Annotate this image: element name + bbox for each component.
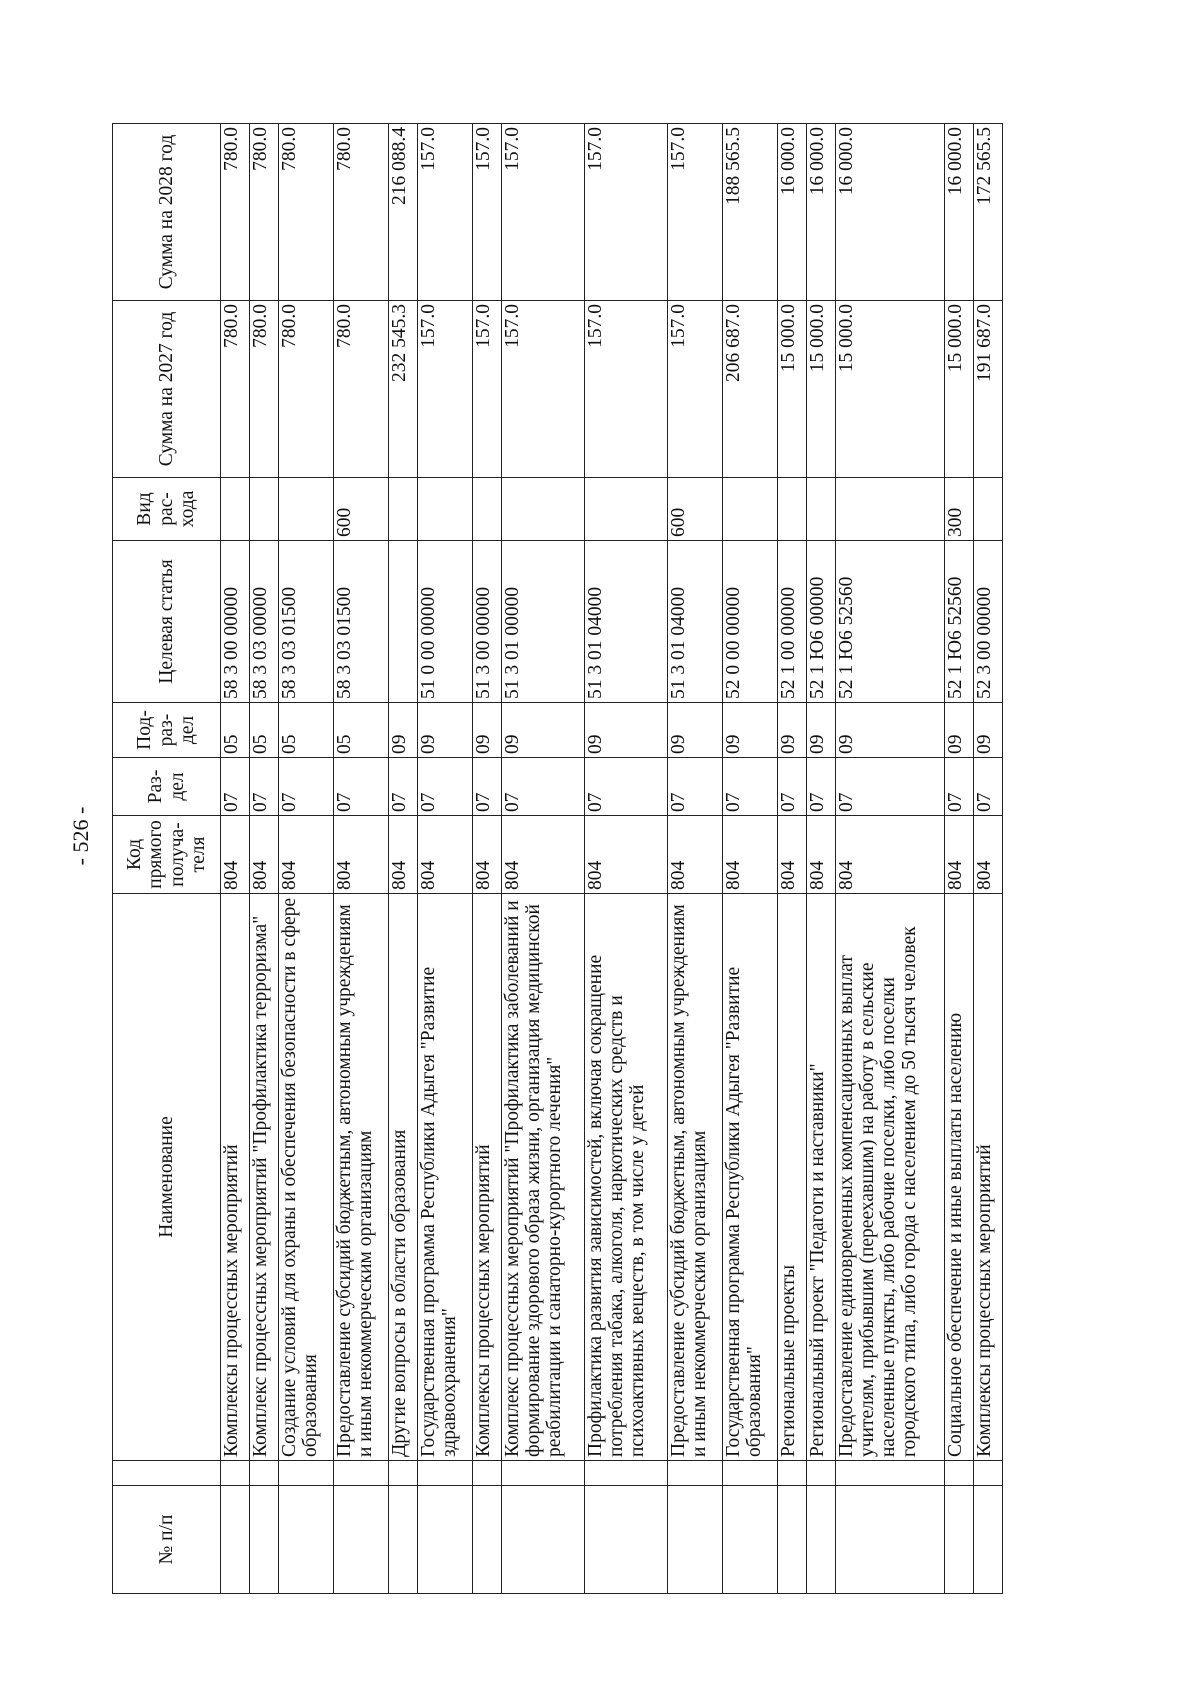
sum-2028-cell: 780.0 [221,124,250,301]
target-cell: 52 1 Ю6 52560 [836,541,945,703]
exp-type-cell [778,478,807,541]
recipient-cell: 804 [585,816,668,894]
section-cell: 07 [974,758,1003,816]
target-cell: 51 3 01 00000 [502,541,585,703]
recipient-cell: 804 [279,816,334,894]
table-body [221,124,1003,1594]
section-cell: 07 [221,758,250,816]
section-cell: 07 [418,758,473,816]
gap-cell [974,1461,1003,1486]
sum-2027-cell: 15 000.0 [807,301,836,478]
sum-2027-cell: 157.0 [585,301,668,478]
section-cell: 07 [945,758,974,816]
sum-2028-cell: 157.0 [473,124,502,301]
sum-2027-cell: 780.0 [250,301,279,478]
section-cell: 07 [585,758,668,816]
num-cell [668,1486,723,1594]
num-cell [250,1486,279,1594]
subsection-cell: 09 [778,703,807,758]
name-cell: Комплекс процессных мероприятий "Профилактика терроризма" [250,894,279,1461]
subsection-cell: 09 [945,703,974,758]
sum-2028-cell: 157.0 [502,124,585,301]
sum-2028-cell: 16 000.0 [945,124,974,301]
gap-cell [778,1461,807,1486]
section-cell: 07 [279,758,334,816]
exp-type-cell: 600 [668,478,723,541]
target-cell: 52 3 00 00000 [974,541,1003,703]
gap-cell [945,1461,974,1486]
recipient-cell: 804 [945,816,974,894]
sum-2028-cell: 157.0 [585,124,668,301]
sum-2027-cell: 780.0 [221,301,250,478]
name-cell: Предоставление единовременных компенсационных выплат учителям, прибывшим (переехавшим) на работу в сельские населенные пункты, либо рабочие поселки, либо поселки городского типа, либо города с населением до 50 тысяч человек [836,894,945,1461]
sum-2027-cell: 191 687.0 [974,301,1003,478]
exp-type-cell: 300 [945,478,974,541]
name-cell: Профилактика развития зависимостей, включая сокращение потребления табака, алкоголя, наркотических средств и психоактивных веществ, в том числе у детей [585,894,668,1461]
gap-cell [502,1461,585,1486]
recipient-cell: 804 [250,816,279,894]
gap-cell [389,1461,418,1486]
name-cell: Предоставление субсидий бюджетным, автономным учреждениям и иным некоммерческим организациям [334,894,389,1461]
section-cell: 07 [668,758,723,816]
target-cell: 52 0 00 00000 [723,541,778,703]
exp-type-cell [807,478,836,541]
recipient-cell: 804 [778,816,807,894]
target-cell: 58 3 03 01500 [279,541,334,703]
recipient-cell: 804 [221,816,250,894]
sum-2027-cell: 206 687.0 [723,301,778,478]
section-cell: 07 [334,758,389,816]
gap-cell [473,1461,502,1486]
table-header-row [113,124,221,1594]
header-recipient: Код прямого получа-теля [113,816,221,894]
num-cell [585,1486,668,1594]
target-cell: 52 1 00 00000 [778,541,807,703]
num-cell [279,1486,334,1594]
target-cell: 51 3 01 04000 [585,541,668,703]
target-cell: 52 1 Ю6 52560 [945,541,974,703]
num-cell [473,1486,502,1594]
budget-table [112,123,1003,1594]
page-number: - 526 - [68,806,93,866]
gap-cell [250,1461,279,1486]
header-name: Наименование [113,894,221,1461]
subsection-cell: 09 [723,703,778,758]
sum-2027-cell: 15 000.0 [836,301,945,478]
table-row [723,124,778,1594]
table-row [334,124,389,1594]
subsection-cell: 05 [221,703,250,758]
exp-type-cell [836,478,945,541]
sum-2027-cell: 157.0 [502,301,585,478]
target-cell: 52 1 Ю6 00000 [807,541,836,703]
sum-2027-cell: 232 545.3 [389,301,418,478]
target-cell [389,541,418,703]
table-row [807,124,836,1594]
table-row [668,124,723,1594]
sum-2028-cell: 16 000.0 [807,124,836,301]
recipient-cell: 804 [723,816,778,894]
exp-type-cell [723,478,778,541]
table-row [974,124,1003,1594]
sum-2028-cell: 188 565.5 [723,124,778,301]
num-cell [418,1486,473,1594]
sum-2027-cell: 780.0 [279,301,334,478]
subsection-cell: 09 [389,703,418,758]
section-cell: 07 [723,758,778,816]
gap-cell [221,1461,250,1486]
table-row [778,124,807,1594]
header-target: Целевая статья [113,541,221,703]
name-cell: Комплексы процессных мероприятий [221,894,250,1461]
sum-2028-cell: 780.0 [250,124,279,301]
name-cell: Предоставление субсидий бюджетным, автономным учреждениям и иным некоммерческим организациям [668,894,723,1461]
sum-2028-cell: 157.0 [418,124,473,301]
num-cell [836,1486,945,1594]
subsection-cell: 05 [250,703,279,758]
exp-type-cell [418,478,473,541]
num-cell [723,1486,778,1594]
sum-2027-cell: 157.0 [473,301,502,478]
table-row [279,124,334,1594]
name-cell: Комплекс процессных мероприятий "Профилактика заболеваний и формирование здорового образа жизни, организация медицинской реабилитации и санаторно-курортного лечения" [502,894,585,1461]
exp-type-cell [250,478,279,541]
subsection-cell: 09 [836,703,945,758]
section-cell: 07 [473,758,502,816]
sum-2028-cell: 172 565.5 [974,124,1003,301]
name-cell: Комплексы процессных мероприятий [974,894,1003,1461]
name-cell: Комплексы процессных мероприятий [473,894,502,1461]
sum-2027-cell: 780.0 [334,301,389,478]
sum-2028-cell: 216 088.4 [389,124,418,301]
table-row [945,124,974,1594]
num-cell [389,1486,418,1594]
header-section: Раз-дел [113,758,221,816]
num-cell [334,1486,389,1594]
gap-cell [807,1461,836,1486]
exp-type-cell [389,478,418,541]
header-subsection: Под-раз-дел [113,703,221,758]
subsection-cell: 09 [418,703,473,758]
subsection-cell: 09 [473,703,502,758]
target-cell: 58 3 03 00000 [250,541,279,703]
gap-cell [836,1461,945,1486]
header-num: № п/п [113,1486,221,1594]
header-sum-2028: Сумма на 2028 год [113,124,221,301]
num-cell [778,1486,807,1594]
name-cell: Создание условий для охраны и обеспечения безопасности в сфере образования [279,894,334,1461]
recipient-cell: 804 [668,816,723,894]
exp-type-cell [473,478,502,541]
name-cell: Региональный проект "Педагоги и наставники" [807,894,836,1461]
sum-2027-cell: 157.0 [668,301,723,478]
target-cell: 51 0 00 00000 [418,541,473,703]
table-row [250,124,279,1594]
sum-2028-cell: 16 000.0 [778,124,807,301]
header-gap [113,1461,221,1486]
section-cell: 07 [807,758,836,816]
sum-2028-cell: 780.0 [334,124,389,301]
subsection-cell: 05 [334,703,389,758]
sum-2027-cell: 157.0 [418,301,473,478]
subsection-cell: 09 [974,703,1003,758]
gap-cell [585,1461,668,1486]
name-cell: Социальное обеспечение и иные выплаты населению [945,894,974,1461]
rotated-table-container [112,124,1057,1594]
target-cell: 58 3 00 00000 [221,541,250,703]
gap-cell [668,1461,723,1486]
recipient-cell: 804 [389,816,418,894]
target-cell: 58 3 03 01500 [334,541,389,703]
header-exp-type: Вид рас-хода [113,478,221,541]
recipient-cell: 804 [418,816,473,894]
num-cell [974,1486,1003,1594]
exp-type-cell [585,478,668,541]
sum-2027-cell: 15 000.0 [945,301,974,478]
sum-2028-cell: 16 000.0 [836,124,945,301]
target-cell: 51 3 00 00000 [473,541,502,703]
table-row [585,124,668,1594]
name-cell: Государственная программа Республики Адыгея "Развитие образования" [723,894,778,1461]
sum-2028-cell: 157.0 [668,124,723,301]
target-cell: 51 3 01 04000 [668,541,723,703]
recipient-cell: 804 [836,816,945,894]
section-cell: 07 [389,758,418,816]
section-cell: 07 [778,758,807,816]
gap-cell [334,1461,389,1486]
table-row [418,124,473,1594]
subsection-cell: 09 [585,703,668,758]
table-row [502,124,585,1594]
gap-cell [279,1461,334,1486]
table-row [836,124,945,1594]
exp-type-cell [974,478,1003,541]
recipient-cell: 804 [473,816,502,894]
sum-2027-cell: 15 000.0 [778,301,807,478]
exp-type-cell: 600 [334,478,389,541]
name-cell: Другие вопросы в области образования [389,894,418,1461]
exp-type-cell [221,478,250,541]
num-cell [502,1486,585,1594]
subsection-cell: 09 [668,703,723,758]
name-cell: Государственная программа Республики Адыгея "Развитие здравоохранения" [418,894,473,1461]
subsection-cell: 05 [279,703,334,758]
recipient-cell: 804 [502,816,585,894]
recipient-cell: 804 [807,816,836,894]
exp-type-cell [502,478,585,541]
name-cell: Региональные проекты [778,894,807,1461]
section-cell: 07 [502,758,585,816]
table-row [221,124,250,1594]
subsection-cell: 09 [502,703,585,758]
exp-type-cell [279,478,334,541]
recipient-cell: 804 [334,816,389,894]
num-cell [945,1486,974,1594]
gap-cell [723,1461,778,1486]
header-sum-2027: Сумма на 2027 год [113,301,221,478]
num-cell [807,1486,836,1594]
recipient-cell: 804 [974,816,1003,894]
sum-2028-cell: 780.0 [279,124,334,301]
gap-cell [418,1461,473,1486]
num-cell [221,1486,250,1594]
section-cell: 07 [836,758,945,816]
section-cell: 07 [250,758,279,816]
table-row [473,124,502,1594]
subsection-cell: 09 [807,703,836,758]
table-row [389,124,418,1594]
